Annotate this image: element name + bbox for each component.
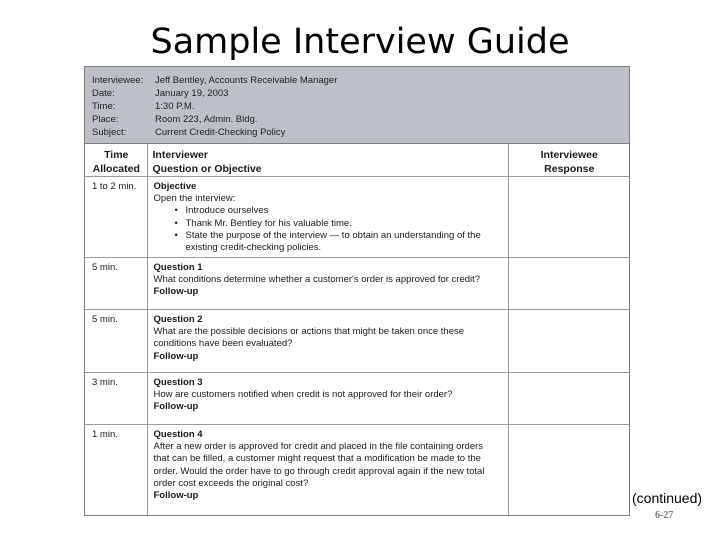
objective-heading: Objective xyxy=(153,181,197,192)
time-allocated: 5 min. xyxy=(85,310,147,373)
column-header-time xyxy=(85,144,147,177)
question-text: conditions have been evaluated? xyxy=(153,338,293,350)
header-row-interviewee xyxy=(85,74,629,87)
table-row-question-1 xyxy=(85,258,629,310)
question-text: order. Would the order have to go through credit approval again if the new total xyxy=(153,465,485,477)
interview-guide-table xyxy=(84,66,630,516)
header-row-date xyxy=(85,87,629,100)
column-header-row xyxy=(85,144,629,177)
column-header-text: Time xyxy=(104,149,129,161)
time-allocated: 1 min. xyxy=(85,425,147,517)
header-value: Room 223, Admin. Bldg. xyxy=(155,114,258,125)
list-item: • State the purpose of the interview — to obtain an understanding of the xyxy=(186,230,505,242)
question-text: What conditions determine whether a customer's order is approved for credit? xyxy=(153,274,481,286)
header-row-place xyxy=(85,113,629,126)
response-cell[interactable] xyxy=(508,310,629,373)
header-row-subject xyxy=(85,126,629,139)
column-header-text: Response xyxy=(544,163,595,175)
header-row-time xyxy=(85,100,629,113)
followup-label: Follow-up xyxy=(153,350,199,362)
question-text: that can be filled, a customer might request that a modification be made to the xyxy=(153,453,481,465)
slide-title: Sample Interview Guide xyxy=(150,22,570,62)
response-cell[interactable] xyxy=(508,425,629,517)
list-item-continuation: existing credit-checking policies. xyxy=(185,242,322,254)
question-cell xyxy=(147,310,508,373)
question-text: order cost exceeds the original cost? xyxy=(153,477,309,489)
question-text: After a new order is approved for credit and placed in the file containing orders xyxy=(153,441,484,453)
objective-text: Open the interview: xyxy=(153,193,236,205)
question-text: What are the possible decisions or actions that might be taken once these xyxy=(153,326,465,338)
list-item: • Introduce ourselves xyxy=(186,205,505,217)
question-cell xyxy=(147,177,508,258)
table-row-objective xyxy=(85,177,629,258)
objective-list xyxy=(154,205,505,254)
header-label: Time: xyxy=(92,101,116,112)
question-cell xyxy=(147,373,508,425)
column-header-text: Interviewee xyxy=(540,149,598,161)
question-heading: Question 4 xyxy=(153,429,203,440)
question-heading: Question 1 xyxy=(153,262,203,273)
column-header-text: Question or Objective xyxy=(152,163,262,175)
column-header-question xyxy=(147,144,508,177)
table-row-question-4 xyxy=(85,425,629,517)
table-row-question-2 xyxy=(85,310,629,373)
header-value: January 19, 2003 xyxy=(155,88,229,99)
question-heading: Question 2 xyxy=(153,314,203,325)
header-label: Interviewee: xyxy=(92,75,144,86)
list-item: • Thank Mr. Bentley for his valuable time. xyxy=(186,218,505,230)
question-heading: Question 3 xyxy=(153,377,203,388)
response-cell[interactable] xyxy=(508,373,629,425)
time-allocated: 3 min. xyxy=(85,373,147,425)
followup-label: Follow-up xyxy=(153,286,199,298)
questions-table xyxy=(85,144,629,516)
question-cell xyxy=(147,425,508,517)
header-label: Date: xyxy=(92,88,115,99)
header-value: 1:30 P.M. xyxy=(155,101,195,112)
time-allocated: 1 to 2 min. xyxy=(85,177,147,258)
continued-note: (continued) xyxy=(632,490,703,506)
page-number: 6-27 xyxy=(655,510,674,521)
time-allocated: 5 min. xyxy=(85,258,147,310)
header-value: Current Credit-Checking Policy xyxy=(155,127,286,138)
response-cell[interactable] xyxy=(508,258,629,310)
question-text: How are customers notified when credit is not approved for their order? xyxy=(153,389,453,401)
header-value: Jeff Bentley, Accounts Receivable Manager xyxy=(155,75,338,86)
response-cell[interactable] xyxy=(508,177,629,258)
column-header-text: Allocated xyxy=(92,163,140,175)
header-label: Subject: xyxy=(92,127,127,138)
followup-label: Follow-up xyxy=(153,401,199,413)
interview-details-header xyxy=(85,67,629,144)
column-header-response xyxy=(508,144,629,177)
followup-label: Follow-up xyxy=(153,490,199,502)
table-row-question-3 xyxy=(85,373,629,425)
question-cell xyxy=(147,258,508,310)
column-header-text: Interviewer xyxy=(152,149,208,161)
header-label: Place: xyxy=(92,114,119,125)
